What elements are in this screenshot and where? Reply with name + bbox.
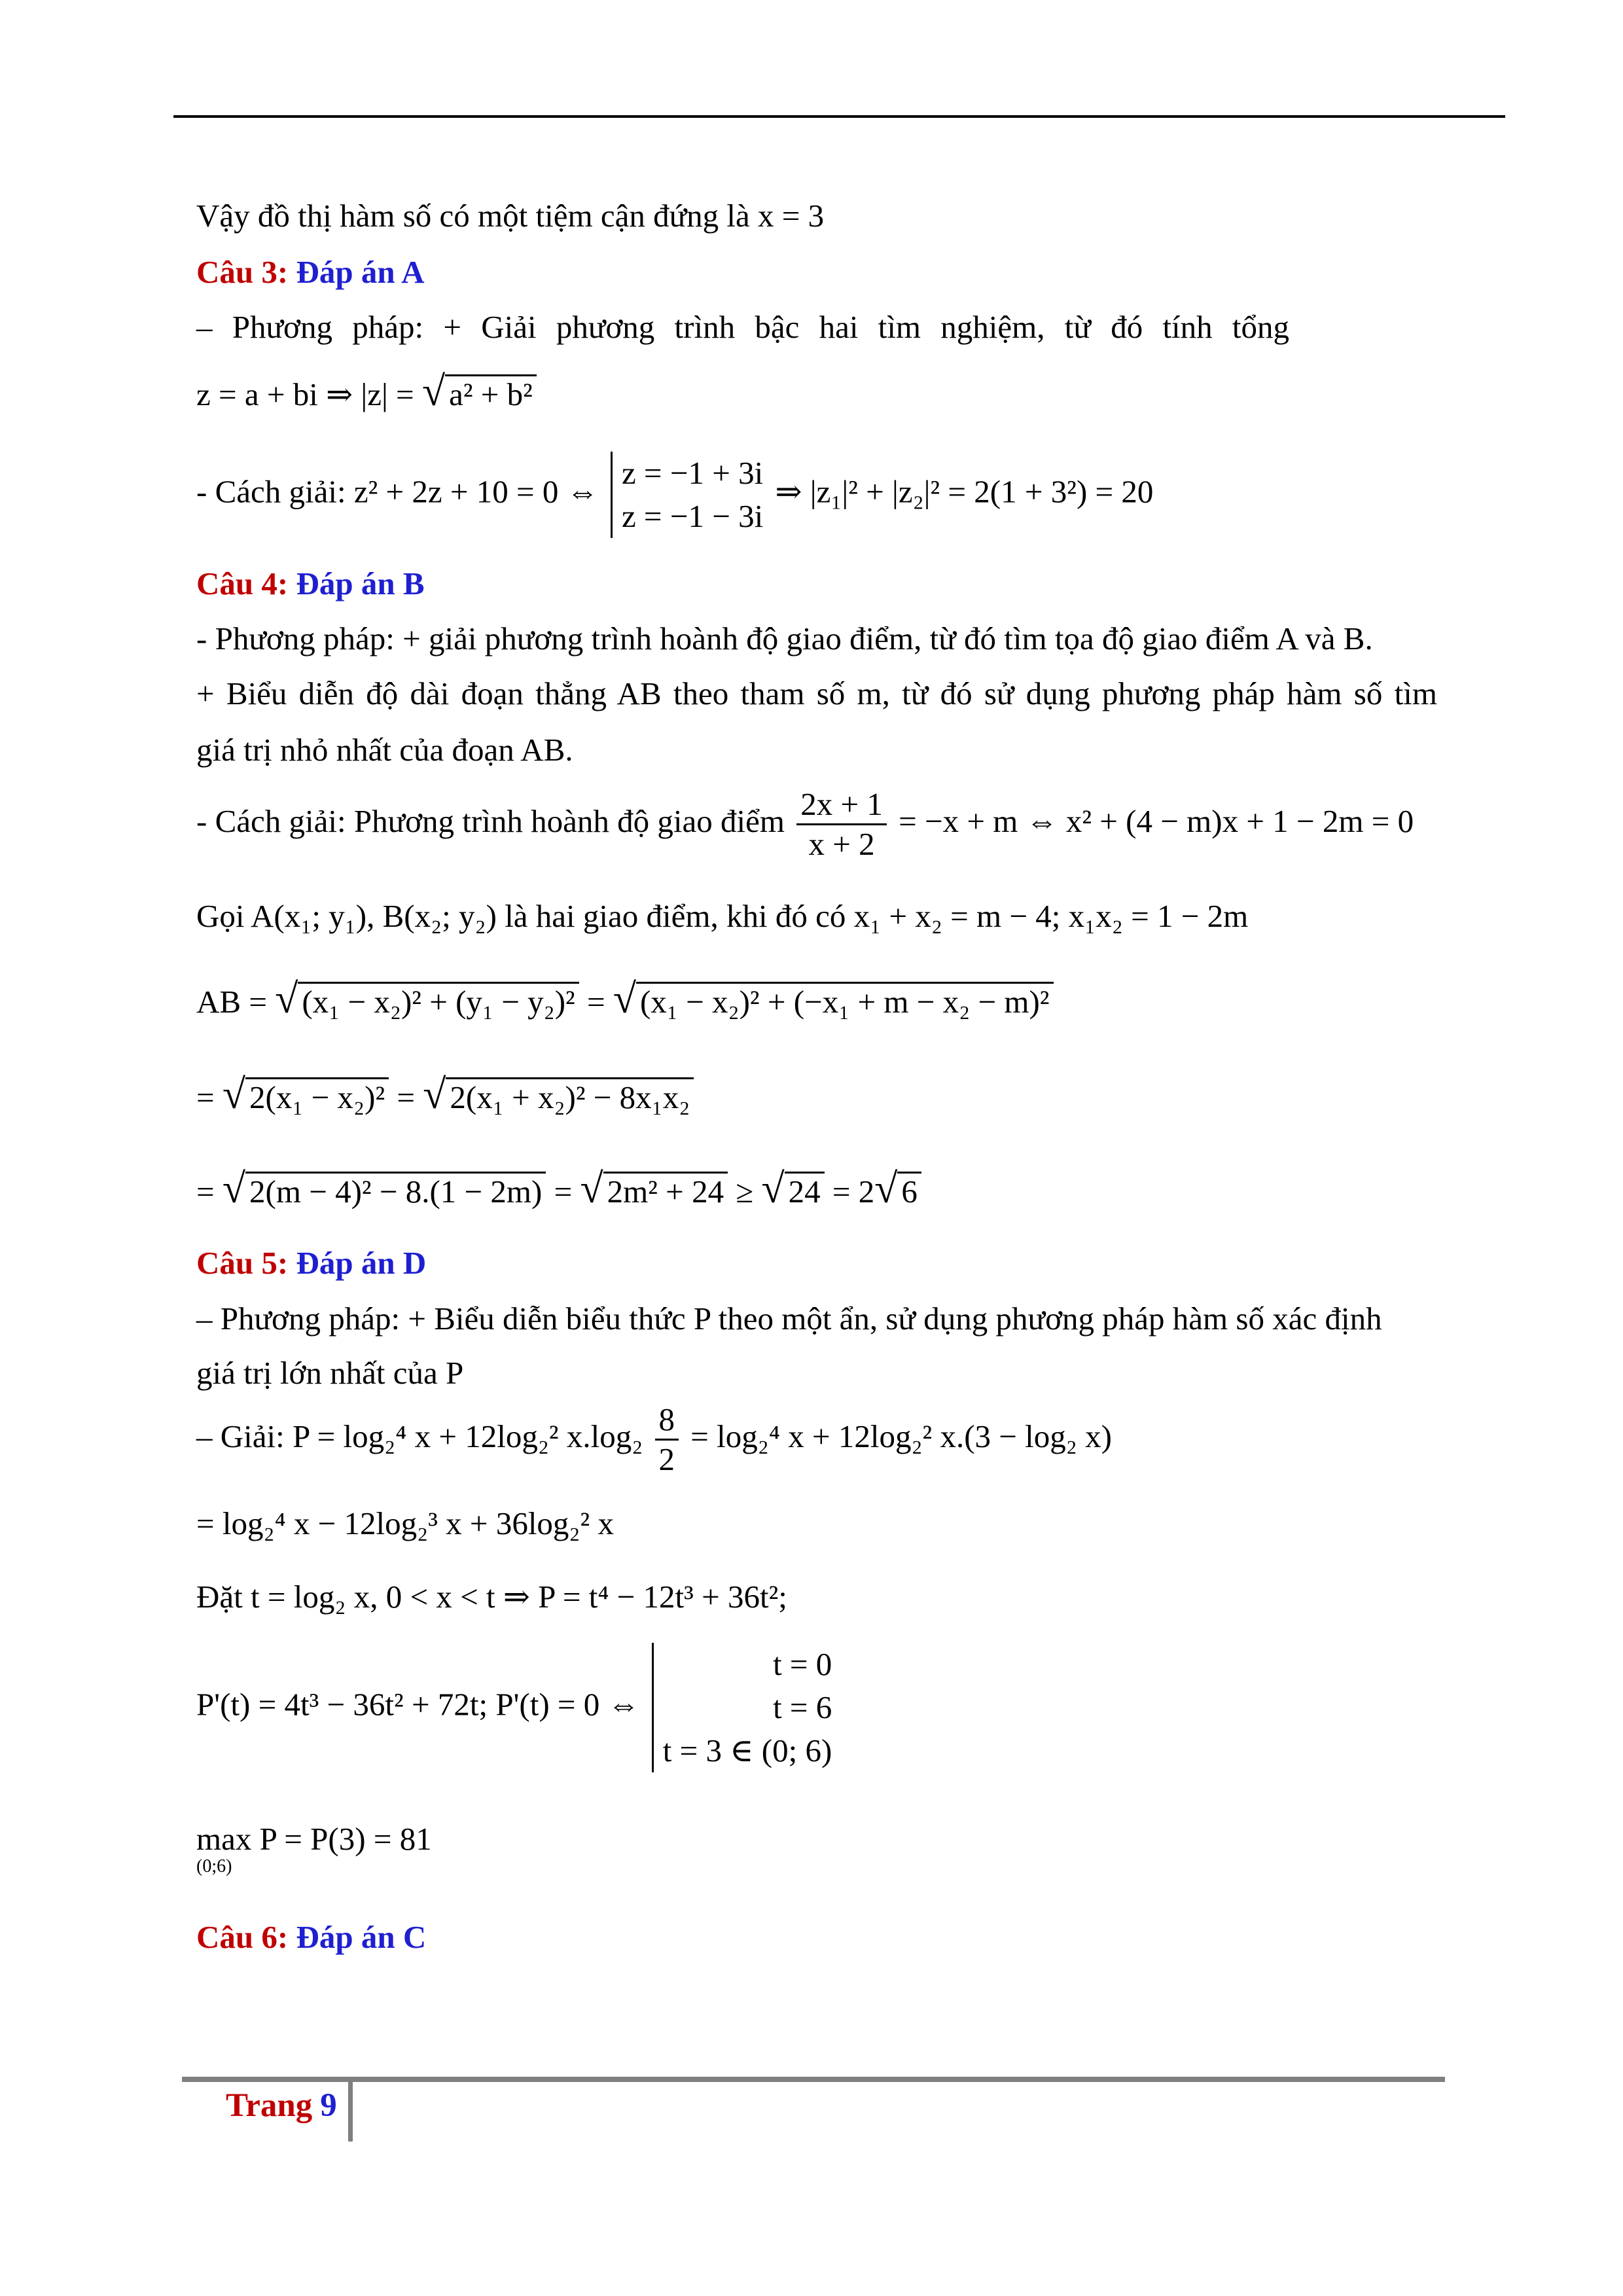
formula-part: = (546, 1174, 580, 1210)
denominator: x + 2 (808, 826, 875, 862)
formula-part: AB = (196, 984, 276, 1020)
formula-line-22: max P = P(3) = 81 (196, 1821, 432, 1857)
formula-part: ≥ (728, 1174, 762, 1210)
formula-line-4 (196, 368, 537, 414)
formula-part: ⇒ |z₁|² + |z₂|² = 2(1 + 3²) = 20 (775, 473, 1154, 510)
text-line-7: - Phương pháp: + giải phương trình hoành độ giao điểm, từ đó tìm tọa độ giao điểm A và B. (196, 620, 1373, 656)
sqrt-icon: √ (275, 975, 298, 1022)
formula-radicand: 2m² + 24 (603, 1172, 728, 1210)
solution-system (611, 452, 763, 538)
text-line-9: giá trị nhỏ nhất của đoạn AB. (196, 732, 573, 768)
footer-rule (182, 2077, 1445, 2082)
formula-part: P'(t) = 4t³ − 36t² + 72t; P'(t) = 0 ⇔ (196, 1686, 640, 1723)
text-line-1: Vậy đồ thị hàm số có một tiệm cận đứng là x = 3 (196, 198, 825, 234)
sqrt-icon: √ (222, 1165, 246, 1211)
fraction (655, 1401, 679, 1479)
heading-cau-5 (196, 1244, 426, 1283)
formula-part: = log₂⁴ x + 12log₂² x.(3 − log₂ x) (690, 1418, 1112, 1454)
heading-cau-3 (196, 253, 425, 292)
heading-cau-4 (196, 564, 425, 603)
formula-subscript: (0;6) (196, 1856, 232, 1876)
formula-line-5 (196, 452, 1153, 556)
page-value: 9 (320, 2087, 337, 2124)
formula-radicand: 6 (897, 1172, 921, 1210)
numerator: 8 (655, 1401, 679, 1441)
formula-radicand: (x₁ − x₂)² + (−x₁ + m − x₂ − m)² (636, 982, 1054, 1020)
sqrt-icon: √ (423, 1071, 446, 1117)
system-row: t = 3 ∈ (0; 6) (662, 1732, 832, 1768)
formula-line-10 (196, 785, 1414, 870)
heading-label: Câu 5: (196, 1245, 289, 1281)
answer-label: Đáp án A (296, 254, 425, 290)
formula-radicand: 2(x₁ + x₂)² − 8x₁x₂ (446, 1077, 694, 1115)
formula-part: - Cách giải: z² + 2z + 10 = 0 ⇔ (196, 473, 599, 510)
formula-part: – Giải: P = log₂⁴ x + 12log₂² x.log₂ (196, 1418, 643, 1454)
text-line-16: – Phương pháp: + Biểu diễn biểu thức P theo một ẩn, sử dụng phương pháp hàm số xác định (196, 1300, 1382, 1336)
denominator: 2 (658, 1441, 675, 1477)
sqrt-icon: √ (421, 368, 446, 414)
formula-part: = (196, 1174, 223, 1210)
system-row: z = −1 + 3i (621, 455, 764, 491)
formula-line-20: Đặt t = log₂ x, 0 < x < t ⇒ P = t⁴ − 12t³ + 36t²; (196, 1579, 787, 1615)
heading-label: Câu 4: (196, 565, 289, 601)
sqrt-icon: √ (874, 1165, 898, 1211)
system-row: z = −1 − 3i (621, 498, 764, 534)
formula-part: = (579, 984, 613, 1020)
header-rule (173, 115, 1505, 118)
sqrt-icon: √ (580, 1165, 603, 1211)
sqrt-icon: √ (222, 1071, 246, 1117)
answer-label: Đáp án B (296, 565, 425, 601)
formula-part: = −x + m ⇔ x² + (4 − m)x + 1 − 2m = 0 (899, 802, 1414, 839)
text-line-3: – Phương pháp: + Giải phương trình bậc hai tìm nghiệm, từ đó tính tổng (196, 309, 1290, 345)
footer-divider (348, 2081, 353, 2142)
page-number (226, 2087, 337, 2125)
system-row: t = 6 (773, 1689, 832, 1725)
formula-line-12 (196, 975, 1054, 1022)
formula-part: = (389, 1079, 423, 1115)
formula-line-18 (196, 1401, 1112, 1492)
formula-part: - Cách giải: Phương trình hoành độ giao điểm (196, 802, 785, 839)
page-label: Trang (226, 2087, 313, 2124)
formula-radicand: (x₁ − x₂)² + (y₁ − y₂)² (298, 982, 579, 1020)
text-line-17: giá trị lớn nhất của P (196, 1355, 464, 1391)
fraction (796, 785, 887, 863)
heading-label: Câu 6: (196, 1919, 289, 1955)
formula-line-14 (196, 1165, 921, 1211)
system-row: t = 0 (773, 1646, 832, 1682)
formula-line-21 (196, 1643, 836, 1787)
sqrt-icon: √ (761, 1165, 785, 1211)
formula-part: = (196, 1079, 223, 1115)
heading-label: Câu 3: (196, 254, 289, 290)
formula-radicand: a² + b² (445, 374, 537, 412)
formula-part: z = a + bi ⇒ |z| = (196, 376, 422, 412)
text-line-8: + Biểu diễn độ dài đoạn thẳng AB theo tham số m, từ đó sử dụng phương pháp hàm số tìm (196, 675, 1437, 711)
formula-radicand: 2(m − 4)² − 8.(1 − 2m) (245, 1172, 546, 1210)
formula-line-11: Gọi A(x₁; y₁), B(x₂; y₂) là hai giao điểm, khi đó có x₁ + x₂ = m − 4; x₁x₂ = 1 − 2m (196, 898, 1249, 934)
sqrt-icon: √ (613, 975, 636, 1022)
formula-line-13 (196, 1071, 694, 1117)
numerator: 2x + 1 (796, 785, 887, 825)
solution-system (652, 1643, 832, 1772)
formula-radicand: 2(x₁ − x₂)² (245, 1077, 389, 1115)
answer-label: Đáp án D (296, 1245, 427, 1281)
formula-radicand: 24 (785, 1172, 825, 1210)
heading-cau-6 (196, 1918, 426, 1957)
formula-part: = 2 (824, 1174, 875, 1210)
formula-line-19: = log₂⁴ x − 12log₂³ x + 36log₂² x (196, 1505, 614, 1541)
answer-label: Đáp án C (296, 1919, 427, 1955)
